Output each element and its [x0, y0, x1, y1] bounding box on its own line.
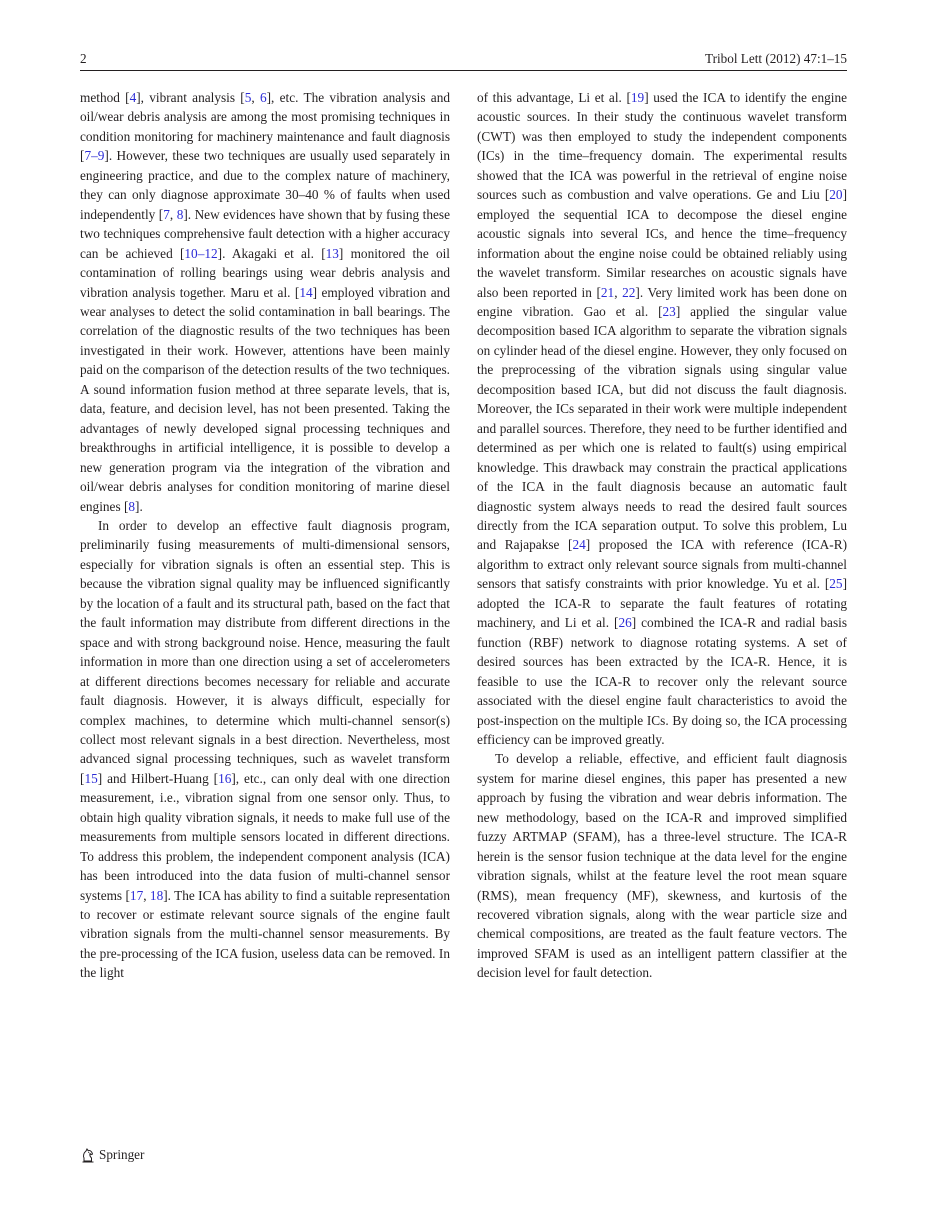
citation-link[interactable]: 18 — [149, 887, 164, 903]
body-paragraph: method [4], vibrant analysis [5, 6], etc. The vibration analysis and oil/wear debris analysis are among the most promising techniques in condition monitoring for machinery maintenance and fault diagnosis [7–9]. However, these two techniques are usually used separately in engineering practice, and due to the complex nature of machinery, they can only diagnose approximate 30–40 % of faults when used independently [7, 8]. New evidences have shown that by fusing these two techniques comprehensive fault detection with a higher accuracy can be achieved [10–12]. Akagaki et al. [13] monitored the oil contamination of rolling bearings using wear debris analysis and vibration analysis together. Maru et al. [14] employed vibration and wear analyses to detect the solid contamination in ball bearings. The correlation of the diagnostic results of the two techniques has been investigated in their work. However, attentions have been mainly paid on the comparison of the detection results of the two techniques. A sound information fusion method at three separate levels, that is, data, feature, and decision level, has not been presented. Taking the advantages of newly developed signal processing techniques and breakthroughs in artificial intelligence, it is possible to develop a new generation program via the integration of the vibration and oil/wear debris analyses for condition monitoring of marine diesel engines [8]. — [80, 90, 451, 514]
citation-link[interactable]: 7 — [163, 206, 170, 222]
left-column — [80, 88, 450, 983]
citation-link[interactable]: 20 — [829, 187, 843, 203]
body-paragraph: In order to develop an effective fault diagnosis program, preliminarily fusing measurements of multi-dimensional sensors, especially for vibration signals is often an essential step. This is because the vibration signal quality may be influenced significantly by the location of a fault and its structural path, based on the fact that the fault information may distribute from different directions in the space and with strong background noise. Hence, measuring the fault information in more than one direction using a set of accelerometers at different directions becomes necessary for reliable and accurate fault diagnosis. However, it is always difficult, especially for complex machines, to determine which multi-channel sensor(s) collect most relevant signals in a best direction. Nevertheless, most advanced signal processing techniques, such as wavelet transform [15] and Hilbert-Huang [16], etc., can only deal with one direction measurement, i.e., vibration signal from one sensor only. Thus, to obtain high quality vibration signals, it needs to make full use of the measurements from multiple sensors located in different directions. To address this problem, the independent component analysis (ICA) has been introduced into the data fusion of multi-channel sensor systems [17, 18]. The ICA has ability to find a suitable representation to recover or estimate relevant source signals of the engine fault vibration signals from the multi-channel sensor measurements. By the pre-processing of the ICA fusion, useless data can be removed. In the light — [80, 517, 450, 981]
citation-link[interactable]: 16 — [218, 770, 232, 786]
springer-horse-icon — [80, 1147, 96, 1163]
journal-citation: Tribol Lett (2012) 47:1–15 — [704, 51, 847, 66]
body-paragraph: To develop a reliable, effective, and efficient fault diagnosis system for marine diesel engines, this paper has presented a new approach by fusing the vibration and wear debris information. The new methodology, based on the ICA-R and improved simplified fuzzy ARTMAP (SFAM), has a three-level structure. The ICA-R herein is the sensor fusion technique at the data level for the engine vibration signals, whilst at the feature level the root mean square (RMS), mean frequency (MF), skewness, and kurtosis of the recovered vibration signals, along with the wear particle size and chemical compositions, are treated as the fault feature vectors. The improved SFAM is used as an intelligent pattern classifier at the decision level for fault detection. — [477, 751, 847, 981]
citation-link[interactable]: 25 — [829, 576, 843, 592]
body-paragraph: of this advantage, Li et al. [19] used the ICA to identify the engine acoustic sources. In their study the continuous wavelet transform (CWT) was then employed to study the independent components (ICs) in the time–frequency domain. The experimental results showed that the ICA was powerful in the retrieval of engine noise sources such as combustion and valve operations. Ge and Liu [20] employed the sequential ICA to decompose the diesel engine acoustic signals into several ICs, and hence the time–frequency information about the engine noise could be obtained reliably using the wavelet transform. Similar researches on acoustic signals have also been reported in [21, 22]. Very limited work has been done on engine vibration. Gao et al. [23] applied the singular value decomposition based ICA algorithm to separate the vibration signals on cylinder head of the diesel engine. However, they only focused on the preprocessing of the vibration signals using singular value decomposition based ICA, but did not discuss the fault diagnosis. Moreover, the ICs separated in their work were multiple independent and parallel sources. Therefore, they need to be further identified and determined as per which one is related to fault(s) using empirical knowledge. This drawback may constrain the practical applications of the ICA in the fault diagnosis because an automatic fault diagnostic system always needs to read the desired fault sources directly from the ICA separation output. To solve this problem, Lu and Rajapakse [24] proposed the ICA with reference (ICA-R) algorithm to extract only relevant source signals from multi-channel sensors that satisfy constraints with prior knowledge. Yu et al. [25] adopted the ICA-R to separate the fault features of rotating machinery, and Li et al. [26] combined the ICA-R and radial basis function (RBF) network to diagnose rotating systems. A set of desired sources has been extracted by the ICA-R. Hence, it is feasible to use the ICA-R to recover only the relevant source associated with the diesel engine fault characteristics to avoid the post-inspection on the multiple ICs. By doing so, the ICA processing efficiency can be improved greatly. — [477, 90, 848, 747]
publisher-name: Springer — [99, 1147, 145, 1162]
citation-link[interactable]: 8 — [176, 206, 184, 222]
citation-link[interactable]: 23 — [662, 303, 676, 319]
citation-link[interactable]: 5 — [244, 90, 252, 105]
citation-link[interactable]: 7–9 — [84, 148, 105, 164]
right-column — [477, 88, 847, 983]
citation-link[interactable]: 22 — [622, 284, 636, 300]
header-divider — [80, 70, 847, 71]
page-number: 2 — [80, 51, 87, 66]
citation-link[interactable]: 15 — [84, 770, 98, 786]
citation-link[interactable]: 4 — [129, 90, 137, 105]
citation-link[interactable]: 13 — [325, 245, 339, 261]
citation-link[interactable]: 8 — [128, 498, 136, 514]
running-header — [80, 50, 847, 70]
citation-link[interactable]: 21 — [600, 284, 615, 300]
citation-link[interactable]: 14 — [299, 284, 313, 300]
citation-link[interactable]: 17 — [129, 887, 144, 903]
citation-link[interactable]: 6 — [259, 90, 267, 105]
citation-link[interactable]: 10–12 — [184, 245, 218, 261]
citation-link[interactable]: 26 — [618, 615, 632, 631]
citation-link[interactable]: 19 — [630, 90, 645, 105]
citation-link[interactable]: 24 — [572, 537, 586, 553]
publisher-footer — [80, 1145, 144, 1165]
